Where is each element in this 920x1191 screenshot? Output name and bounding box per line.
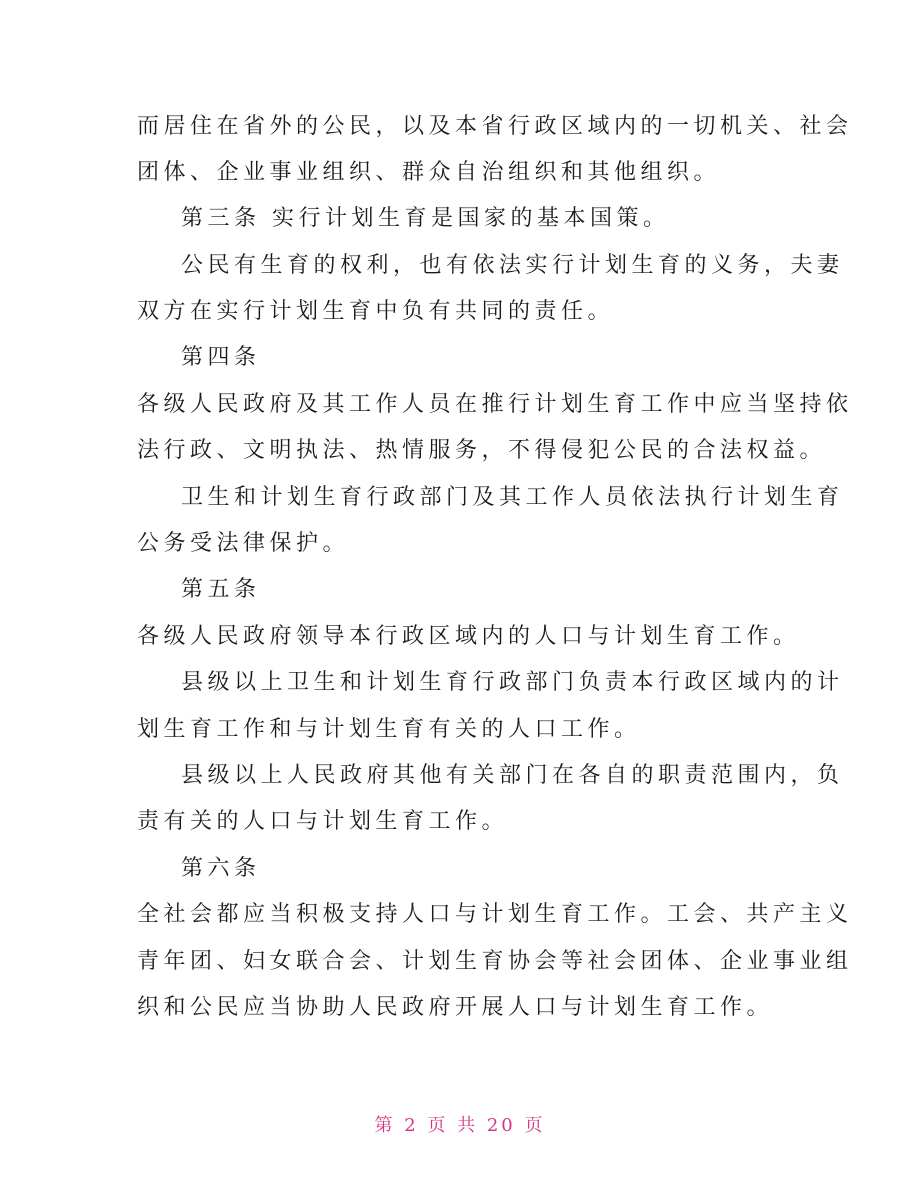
text-line-18: 全社会都应当积极支持人口与计划生育工作。工会、共产主义 [137, 902, 853, 927]
text-line-15: 县级以上人民政府其他有关部门在各自的职责范围内，负 [181, 763, 844, 788]
text-line-4: 公民有生育的权利，也有依法实行计划生育的义务，夫妻 [181, 253, 844, 278]
article-6-heading: 第六条 [181, 856, 261, 881]
text-line-2: 团体、企业事业组织、群众自治组织和其他组织。 [137, 160, 721, 185]
text-line-1: 而居住在省外的公民，以及本省行政区域内的一切机关、社会 [137, 114, 853, 139]
text-line-13: 县级以上卫生和计划生育行政部门负责本行政区域内的计 [181, 670, 844, 695]
text-line-9: 卫生和计划生育行政部门及其工作人员依法执行计划生育 [181, 485, 844, 510]
text-line-16: 责有关的人口与计划生育工作。 [137, 809, 509, 834]
text-line-12: 各级人民政府领导本行政区域内的人口与计划生育工作。 [137, 624, 800, 649]
text-line-20: 织和公民应当协助人民政府开展人口与计划生育工作。 [137, 995, 774, 1020]
text-line-8: 法行政、文明执法、热情服务，不得侵犯公民的合法权益。 [137, 438, 827, 463]
text-line-5: 双方在实行计划生育中负有共同的责任。 [137, 299, 615, 324]
article-3-heading: 第三条 实行计划生育是国家的基本国策。 [181, 206, 670, 231]
page-number-footer: 第 2 页 共 20 页 [374, 1115, 546, 1136]
article-4-heading: 第四条 [181, 345, 261, 370]
article-5-heading: 第五条 [181, 577, 261, 602]
text-line-10: 公务受法律保护。 [137, 531, 350, 556]
text-line-7: 各级人民政府及其工作人员在推行计划生育工作中应当坚持依 [137, 392, 853, 417]
text-line-19: 青年团、妇女联合会、计划生育协会等社会团体、企业事业组 [137, 949, 853, 974]
text-line-14: 划生育工作和与计划生育有关的人口工作。 [137, 717, 641, 742]
